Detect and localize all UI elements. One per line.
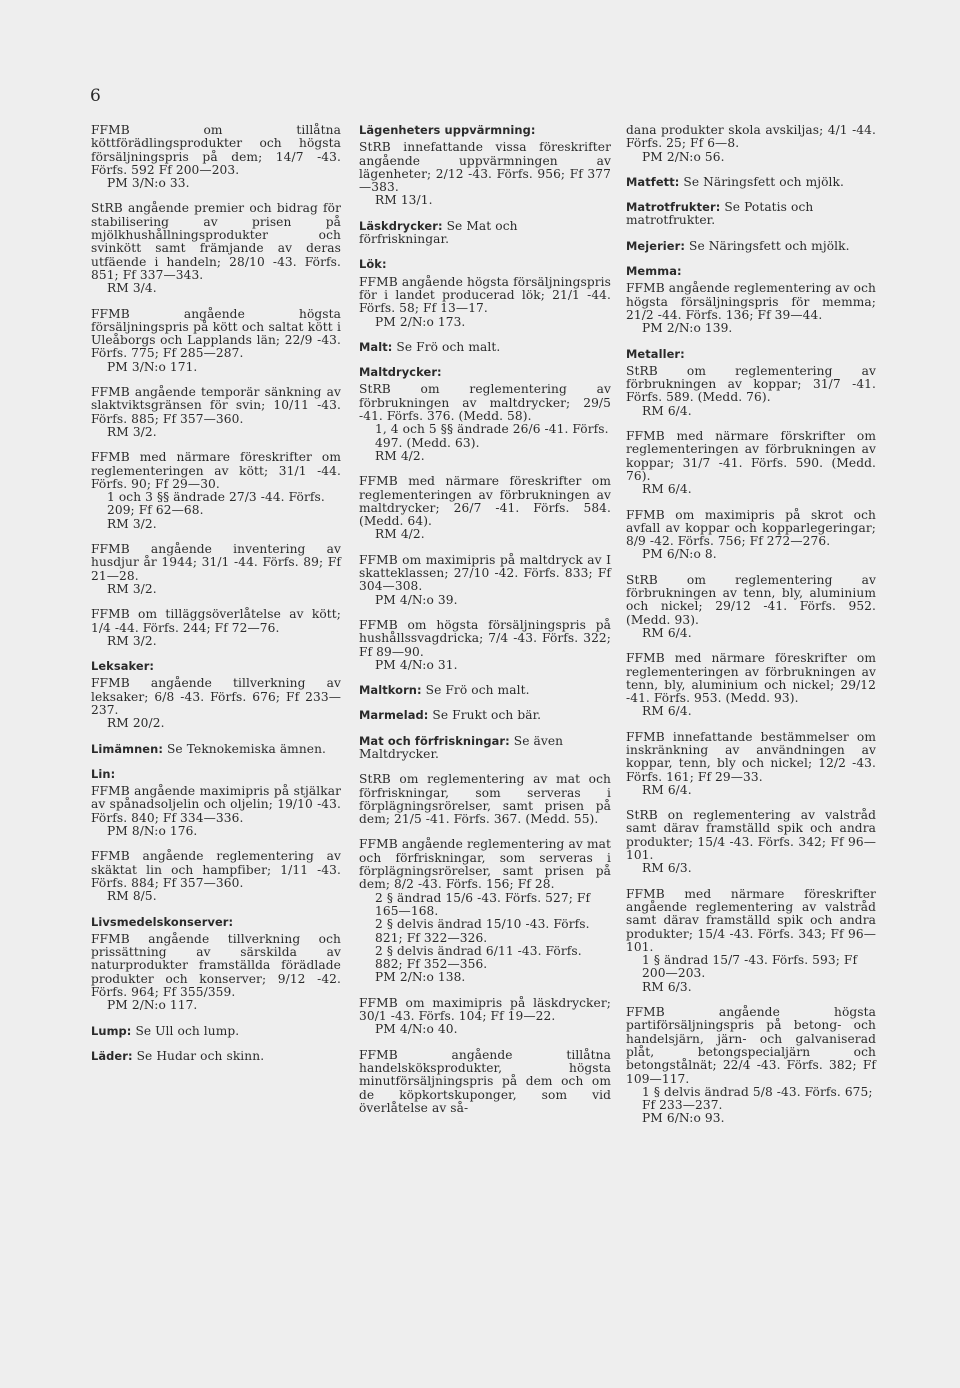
decree-text: FFMB med närmare föreskrifter om reglementeringen av kött; 31/1 -44. Förfs. 90; Ff 29—30. (91, 450, 341, 491)
decree-entry (91, 451, 341, 531)
decree-entry (626, 348, 876, 418)
decree-text: dana produkter skola avskiljas; 4/1 -44. Förfs. 25; Ff 6—8. (626, 123, 876, 151)
cross-reference-entry (359, 735, 611, 762)
entry-heading: Lök: (359, 257, 387, 272)
decree-entry (626, 430, 876, 496)
entry-heading: Maltdrycker: (359, 365, 442, 380)
reference-line: PM 6/N:o 93. (642, 1111, 725, 1126)
decree-text: FFMB angående högsta partiförsäljningspris på betong- och handelsjärn, järn- och galvaniserad plåt, betongspecialjärn och betongstålnät; 22/4 -43. Förfs. 382; Ff 109—117. (626, 1005, 876, 1086)
reference-line: 2 § ändrad 15/6 -43. Förfs. 527; Ff 165—168. (375, 890, 591, 918)
decree-text: StRB om reglementering av förbrukningen av maltdrycker; 29/5 -41. Förfs. 376. (Medd. 58). (359, 382, 611, 424)
reference-line: PM 2/N:o 117. (107, 998, 198, 1013)
entry-heading: Läder: (91, 1048, 133, 1063)
decree-text: FFMB om tilläggsöverlåtelse av kött; 1/4 -44. Förfs. 244; Ff 72—76. (91, 607, 341, 635)
cross-reference-entry (91, 1025, 341, 1038)
decree-entry (626, 652, 876, 718)
decree-text: FFMB angående inventering av husdjur år 1944; 31/1 -44. Förfs. 89; Ff 21—28. (91, 542, 341, 583)
cross-reference: Se Näringsfett och mjölk. (689, 238, 850, 253)
reference-line: 1 och 3 §§ ändrade 27/3 -44. Förfs. 209; Ff 62—68. (107, 490, 325, 518)
reference-line: RM 20/2. (107, 716, 165, 731)
decree-entry (359, 366, 611, 463)
entry-heading: Marmelad: (359, 708, 429, 723)
cross-reference-entry (91, 743, 341, 756)
entry-heading: Livsmedelskonserver: (91, 914, 234, 929)
entry-heading: Leksaker: (91, 659, 155, 674)
entry-heading: Malt: (359, 339, 393, 354)
decree-entry (626, 574, 876, 640)
cross-reference-entry (626, 176, 876, 189)
entry-heading: Metaller: (626, 346, 685, 361)
decree-entry (91, 386, 341, 439)
reference-line: PM 3/N:o 171. (107, 359, 198, 374)
decree-text: FFMB angående reglementering av skäktat lin och hampfiber; 1/11 -43. Förfs. 884; Ff 357—360. (91, 849, 341, 890)
reference-line: PM 2/N:o 173. (375, 314, 466, 329)
entry-heading: Matrotfrukter: (626, 200, 721, 215)
entry-heading: Läskdrycker: (359, 218, 443, 233)
decree-text: FFMB med närmare föreskrifter om reglementeringen av förbrukningen av tenn, bly, aluminium och nickel; 29/12 -41. Förfs. 953. (Medd. 93). (626, 651, 876, 706)
reference-line: RM 6/4. (642, 704, 692, 719)
cross-reference-entry (626, 240, 876, 253)
decree-text: FFMB angående högsta försäljningspris på kött och saltat kött i Uleåborgs och Lapplands län; 22/9 -43. Förfs. 775; Ff 285—287. (91, 306, 341, 361)
reference-line: RM 6/4. (642, 625, 692, 640)
reference-line: PM 2/N:o 139. (642, 321, 733, 336)
decree-entry (626, 809, 876, 875)
cross-reference: Se Potatis och matrotfrukter. (626, 200, 814, 228)
reference-line: RM 3/2. (107, 516, 157, 531)
decree-entry (359, 773, 611, 826)
decree-text: StRB om reglementering av mat och förfriskningar, som serveras i förplägningsrörelser, samt prisen på dem; 21/5 -41. Förfs. 367. (Medd. 55). (359, 772, 611, 827)
reference-line: RM 6/4. (642, 482, 692, 497)
column-left (91, 124, 341, 1075)
decree-entry (626, 265, 876, 335)
decree-text: FFMB om maximipris på läskdrycker; 30/1 -43. Förfs. 104; Ff 19—22. (359, 995, 611, 1024)
cross-reference: Se även Maltdrycker. (359, 733, 564, 761)
decree-entry (91, 916, 341, 1013)
decree-text: StRB om reglementering av förbrukningen av tenn, bly, aluminium och nickel; 29/12 -41. Förfs. 952. (Medd. 93). (626, 572, 876, 627)
decree-text: FFMB angående högsta försäljningspris för i landet producerad lök; 21/1 -44. Förfs. 58; Ff 13—17. (359, 274, 611, 316)
reference-line: PM 3/N:o 33. (107, 176, 190, 191)
decree-entry (91, 608, 341, 648)
reference-line: RM 6/3. (642, 861, 692, 876)
decree-entry (359, 838, 611, 984)
cross-reference-entry (359, 709, 611, 722)
decree-text: FFMB angående tillverkning och prissättning av särskilda av naturprodukter framställda förädlade produkter och konserver; 9/12 -42. Förfs. 964; Ff 355/359. (91, 931, 341, 1000)
entry-heading: Lin: (91, 766, 116, 781)
decree-text: FFMB med närmare föreskrifter angående reglementering av valstråd samt därav framställd spik och andra produkter; 15/4 -43. Förfs. 343; Ff 96—101. (626, 886, 876, 954)
decree-entry (626, 1006, 876, 1126)
column-right (626, 124, 876, 1138)
decree-text: StRB om reglementering av förbrukningen av koppar; 31/7 -41. Förfs. 589. (Medd. 76). (626, 363, 876, 405)
decree-entry (359, 475, 611, 541)
cross-reference-entry (359, 341, 611, 354)
cross-reference: Se Frukt och bär. (432, 708, 542, 723)
decree-text: FFMB med närmare föreskrifter om reglementeringen av förbrukningen av maltdrycker; 26/7 -41. Förfs. 584. (Medd. 64). (359, 474, 611, 529)
cross-reference-entry (359, 220, 611, 247)
entry-heading: Mejerier: (626, 238, 686, 253)
reference-line: RM 6/3. (642, 979, 692, 994)
decree-text: FFMB angående tillåtna handelsköksprodukter, högsta minutförsäljningspris på dem och om de köpkortskuponger, som vid överlåtelse av så- (359, 1047, 611, 1115)
decree-text: FFMB angående reglementering av och högsta försäljningspris för memma; 21/2 -44. Förfs. 136; Ff 39—44. (626, 281, 876, 322)
reference-line: RM 8/5. (107, 889, 157, 904)
decree-entry (91, 543, 341, 596)
reference-line: PM 2/N:o 138. (375, 970, 466, 985)
column-middle (359, 124, 611, 1127)
decree-entry (359, 124, 611, 208)
decree-text: FFMB om maximipris på maltdryck av I skatteklassen; 27/10 -42. Förfs. 833; Ff 304—308. (359, 552, 611, 594)
reference-line: RM 4/2. (375, 527, 425, 542)
reference-line: RM 6/4. (642, 403, 692, 418)
decree-text: FFMB angående reglementering av mat och förfriskningar, som serveras i förplägningsrörelser, samt prisen på dem; 8/2 -43. Förfs. 156; Ff 28. (359, 837, 611, 892)
reference-line: RM 4/2. (375, 448, 425, 463)
entry-heading: Maltkorn: (359, 683, 422, 698)
decree-entry (359, 554, 611, 607)
decree-text: FFMB om högsta försäljningspris på hushållssvagdricka; 7/4 -43. Förfs. 322; Ff 89—90. (359, 617, 611, 659)
decree-text: StRB on reglementering av valstråd samt därav framställd spik och andra produkter; 15/4 -43. Förfs. 342; Ff 96—101. (626, 808, 876, 863)
reference-line: 1, 4 och 5 §§ ändrade 26/6 -41. Förfs. 497. (Medd. 63). (375, 422, 609, 450)
decree-text: FFMB angående temporär sänkning av slaktviktsgränsen för svin; 10/11 -43. Förfs. 885; Ff 357—360. (91, 385, 341, 426)
entry-heading: Lump: (91, 1023, 132, 1038)
decree-entry (626, 731, 876, 797)
entry-heading: Limämnen: (91, 741, 163, 756)
reference-line: PM 4/N:o 40. (375, 1022, 458, 1037)
reference-line: RM 3/2. (107, 581, 157, 596)
decree-entry (91, 768, 341, 838)
entry-heading: Matfett: (626, 174, 680, 189)
decree-entry (626, 888, 876, 994)
cross-reference-entry (626, 201, 876, 228)
cross-reference: Se Hudar och skinn. (136, 1048, 265, 1063)
decree-entry (359, 258, 611, 328)
decree-entry (359, 997, 611, 1037)
decree-entry (91, 124, 341, 190)
reference-line: RM 3/4. (107, 281, 157, 296)
cross-reference-entry (91, 1050, 341, 1063)
decree-entry (626, 124, 876, 164)
reference-line: PM 8/N:o 176. (107, 824, 198, 839)
reference-line: PM 6/N:o 8. (642, 547, 717, 562)
decree-entry (91, 660, 341, 730)
cross-reference: Se Teknokemiska ämnen. (166, 741, 327, 756)
decree-text: FFMB med närmare förskrifter om reglementeringen av förbrukningen av koppar; 31/7 -41. Förfs. 590. (Medd. 76). (626, 429, 876, 483)
page-number: 6 (90, 86, 101, 106)
entry-heading: Memma: (626, 264, 682, 279)
decree-entry (359, 1049, 611, 1115)
decree-entry (91, 308, 341, 374)
reference-line: PM 2/N:o 56. (642, 149, 725, 164)
entry-heading: Mat och förfriskningar: (359, 733, 510, 748)
cross-reference: Se Frö och malt. (425, 683, 530, 698)
decree-text: StRB innefattande vissa föreskrifter angående uppvärmningen av lägenheter; 2/12 -43. Förfs. 956; Ff 377—383. (359, 140, 611, 195)
decree-text: FFMB angående maximipris på stjälkar av spånadsoljelin och oljelin; 19/10 -43. Förfs. 840; Ff 334—336. (91, 784, 341, 825)
reference-line: RM 13/1. (375, 193, 433, 208)
decree-text: StRB angående premier och bidrag för stabilisering av prisen på mjölkhushållningsprodukter och svinkött samt främjande av deras utfäende i handeln; 28/10 -43. Förfs. 851; Ff 337—343. (91, 201, 341, 282)
reference-line: RM 6/4. (642, 782, 692, 797)
cross-reference: Se Ull och lump. (135, 1023, 240, 1038)
reference-line: PM 4/N:o 31. (375, 657, 458, 672)
cross-reference: Se Mat och förfriskningar. (359, 218, 518, 247)
decree-entry (91, 202, 341, 295)
reference-line: RM 3/2. (107, 424, 157, 439)
decree-text: FFMB angående tillverkning av leksaker; 6/8 -43. Förfs. 676; Ff 233—237. (91, 676, 341, 717)
decree-entry (626, 509, 876, 562)
cross-reference-entry (359, 684, 611, 697)
decree-text: FFMB om tillåtna köttförädlingsprodukter och högsta försäljningspris på dem; 14/7 -43. Förfs. 592 Ff 200—203. (91, 123, 341, 177)
entry-heading: Lägenheters uppvärmning: (359, 123, 536, 137)
reference-line: 2 § delvis ändrad 6/11 -43. Förfs. 882; Ff 352—356. (375, 943, 582, 972)
cross-reference: Se Näringsfett och mjölk. (683, 174, 844, 189)
decree-entry (91, 850, 341, 903)
cross-reference: Se Frö och malt. (396, 339, 501, 354)
reference-line: RM 3/2. (107, 633, 157, 648)
decree-text: FFMB om maximipris på skrot och avfall av koppar och kopparlegeringar; 8/9 -42. Förfs. 756; Ff 272—276. (626, 507, 876, 549)
reference-line: 2 § delvis ändrad 15/10 -43. Förfs. 821; Ff 322—326. (375, 917, 590, 945)
reference-line: 1 § delvis ändrad 5/8 -43. Förfs. 675; Ff 233—237. (642, 1084, 873, 1113)
reference-line: PM 4/N:o 39. (375, 592, 458, 607)
reference-line: 1 § ändrad 15/7 -43. Förfs. 593; Ff 200—203. (642, 953, 858, 981)
decree-entry (359, 619, 611, 672)
decree-text: FFMB innefattande bestämmelser om inskränkning av användningen av koppar, tenn, bly och nickel; 12/2 -43. Förfs. 161; Ff 29—33. (626, 729, 876, 784)
